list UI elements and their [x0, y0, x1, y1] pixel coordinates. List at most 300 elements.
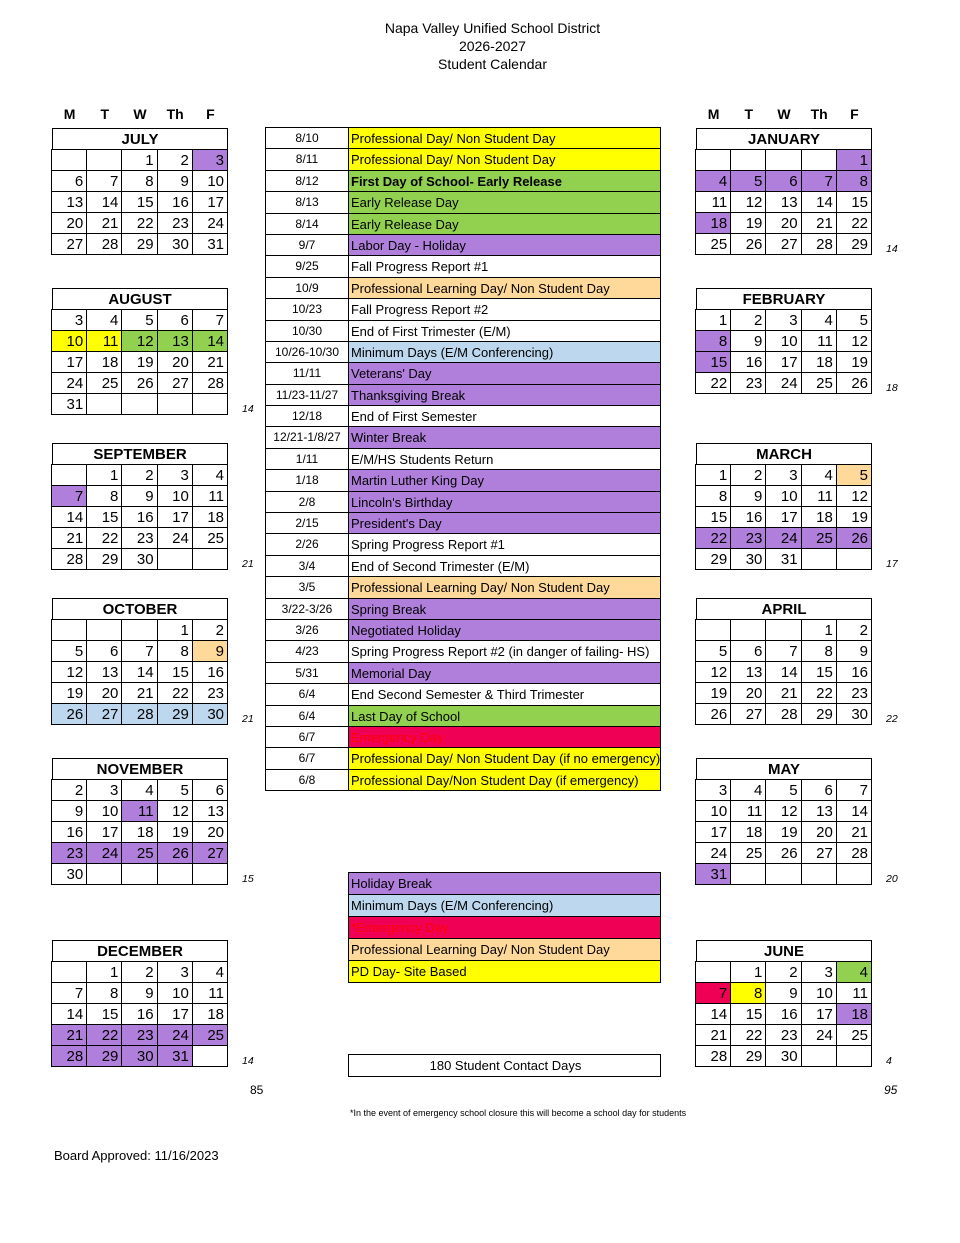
day-cell: 9 [765, 982, 801, 1004]
month-august [52, 288, 228, 415]
month-december [52, 940, 228, 1067]
weekday-header-left [52, 106, 228, 124]
day-cell: 20 [730, 682, 766, 704]
instructional-day-count: 22 [886, 713, 898, 725]
event-row [265, 640, 661, 662]
day-cell [192, 548, 228, 570]
event-date: 8/10 [265, 127, 349, 149]
day-cell: 7 [695, 982, 731, 1004]
day-cell: 22 [695, 372, 731, 394]
event-row [265, 148, 661, 170]
event-row [265, 769, 661, 791]
day-cell: 10 [51, 330, 87, 352]
day-cell: 19 [157, 821, 193, 843]
event-row [265, 491, 661, 513]
legend-item: Minimum Days (E/M Conferencing) [348, 894, 661, 917]
month-grid [52, 780, 228, 885]
day-cell: 14 [192, 330, 228, 352]
day-cell [836, 1045, 872, 1067]
day-cell: 16 [730, 506, 766, 528]
month-grid [696, 620, 872, 725]
day-cell: 20 [765, 212, 801, 234]
day-cell: 28 [695, 1045, 731, 1067]
day-cell: 15 [695, 351, 731, 373]
day-cell: 10 [765, 485, 801, 507]
day-cell: 23 [836, 682, 872, 704]
board-approved: Board Approved: 11/16/2023 [54, 1148, 219, 1163]
day-cell: 13 [157, 330, 193, 352]
weekday-label: F [850, 106, 859, 122]
day-cell: 24 [157, 1024, 193, 1046]
left-total: 85 [250, 1083, 264, 1097]
month-october [52, 598, 228, 725]
day-cell: 9 [51, 800, 87, 822]
event-date: 6/4 [265, 705, 349, 727]
day-cell [836, 863, 872, 885]
day-cell: 29 [86, 548, 122, 570]
event-row [265, 662, 661, 684]
event-name: End of First Semester [349, 405, 661, 427]
event-name: Martin Luther King Day [349, 469, 661, 491]
event-date: 6/7 [265, 726, 349, 748]
day-cell: 26 [765, 842, 801, 864]
day-cell: 27 [730, 703, 766, 725]
day-cell: 8 [801, 640, 837, 662]
event-name: Professional Learning Day/ Non Student Day [349, 277, 661, 299]
day-cell: 13 [765, 191, 801, 213]
day-cell: 9 [157, 170, 193, 192]
day-cell [801, 548, 837, 570]
day-cell: 2 [730, 464, 766, 486]
day-cell: 5 [51, 640, 87, 662]
day-cell: 6 [192, 779, 228, 801]
day-cell [765, 149, 801, 171]
day-cell [192, 1045, 228, 1067]
day-cell: 18 [192, 1003, 228, 1025]
event-name: Negotiated Holiday [349, 619, 661, 641]
event-row [265, 341, 661, 363]
event-name: Fall Progress Report #1 [349, 255, 661, 277]
event-name: Professional Day/ Non Student Day [349, 127, 661, 149]
day-cell [86, 149, 122, 171]
day-cell: 25 [730, 842, 766, 864]
event-row [265, 255, 661, 277]
day-cell: 4 [801, 464, 837, 486]
day-cell: 6 [157, 309, 193, 331]
day-cell: 9 [836, 640, 872, 662]
day-cell: 18 [192, 506, 228, 528]
month-grid [696, 150, 872, 255]
weekday-label: M [707, 106, 720, 122]
day-cell: 7 [836, 779, 872, 801]
day-cell: 12 [836, 330, 872, 352]
day-cell: 22 [801, 682, 837, 704]
day-cell: 12 [836, 485, 872, 507]
day-cell: 26 [836, 372, 872, 394]
event-name: Early Release Day [349, 191, 661, 213]
day-cell: 11 [192, 485, 228, 507]
event-name: President's Day [349, 512, 661, 534]
event-row [265, 576, 661, 598]
month-grid [52, 620, 228, 725]
day-cell: 28 [86, 233, 122, 255]
day-cell: 16 [192, 661, 228, 683]
day-cell: 13 [86, 661, 122, 683]
day-cell: 28 [765, 703, 801, 725]
day-cell: 21 [765, 682, 801, 704]
day-cell: 28 [192, 372, 228, 394]
day-cell: 21 [836, 821, 872, 843]
day-cell: 28 [51, 1045, 87, 1067]
day-cell: 17 [765, 506, 801, 528]
day-cell: 15 [157, 661, 193, 683]
day-cell: 7 [86, 170, 122, 192]
day-cell: 19 [836, 351, 872, 373]
day-cell: 31 [157, 1045, 193, 1067]
day-cell [86, 619, 122, 641]
day-cell: 11 [836, 982, 872, 1004]
day-cell: 4 [836, 961, 872, 983]
day-cell: 5 [836, 309, 872, 331]
event-name: Last Day of School [349, 705, 661, 727]
month-grid [696, 465, 872, 570]
event-row [265, 512, 661, 534]
day-cell: 18 [86, 351, 122, 373]
day-cell [86, 393, 122, 415]
event-row [265, 277, 661, 299]
day-cell: 26 [51, 703, 87, 725]
day-cell: 7 [765, 640, 801, 662]
day-cell: 30 [765, 1045, 801, 1067]
day-cell: 2 [121, 961, 157, 983]
day-cell: 13 [730, 661, 766, 683]
day-cell: 13 [51, 191, 87, 213]
day-cell: 12 [695, 661, 731, 683]
event-date: 2/8 [265, 491, 349, 513]
day-cell [695, 619, 731, 641]
day-cell: 2 [157, 149, 193, 171]
event-row [265, 234, 661, 256]
day-cell: 3 [51, 309, 87, 331]
month-june [696, 940, 872, 1067]
day-cell: 10 [86, 800, 122, 822]
event-date: 4/23 [265, 640, 349, 662]
day-cell: 14 [51, 1003, 87, 1025]
day-cell: 31 [192, 233, 228, 255]
day-cell: 18 [121, 821, 157, 843]
day-cell: 28 [801, 233, 837, 255]
day-cell: 10 [192, 170, 228, 192]
day-cell: 19 [730, 212, 766, 234]
event-date: 2/26 [265, 533, 349, 555]
day-cell [157, 863, 193, 885]
day-cell: 1 [121, 149, 157, 171]
day-cell: 30 [192, 703, 228, 725]
day-cell: 30 [836, 703, 872, 725]
day-cell: 30 [121, 1045, 157, 1067]
event-date: 10/23 [265, 298, 349, 320]
day-cell: 16 [765, 1003, 801, 1025]
day-cell [801, 1045, 837, 1067]
event-name: End Second Semester & Third Trimester [349, 683, 661, 705]
day-cell: 14 [695, 1003, 731, 1025]
event-name: Labor Day - Holiday [349, 234, 661, 256]
day-cell: 7 [192, 309, 228, 331]
day-cell: 11 [801, 485, 837, 507]
day-cell: 22 [157, 682, 193, 704]
event-name: Early Release Day [349, 213, 661, 235]
month-title: FEBRUARY [696, 288, 872, 310]
weekday-label: M [63, 106, 76, 122]
day-cell: 7 [51, 982, 87, 1004]
event-row [265, 705, 661, 727]
day-cell: 15 [730, 1003, 766, 1025]
day-cell: 31 [695, 863, 731, 885]
day-cell: 18 [836, 1003, 872, 1025]
month-title: MARCH [696, 443, 872, 465]
day-cell: 10 [157, 982, 193, 1004]
event-row [265, 320, 661, 342]
day-cell [121, 863, 157, 885]
day-cell: 25 [801, 527, 837, 549]
day-cell: 3 [192, 149, 228, 171]
event-name: Minimum Days (E/M Conferencing) [349, 341, 661, 363]
event-row [265, 747, 661, 769]
instructional-day-count: 21 [242, 713, 254, 725]
day-cell: 27 [765, 233, 801, 255]
month-title: MAY [696, 758, 872, 780]
event-date: 3/22-3/26 [265, 598, 349, 620]
day-cell: 22 [836, 212, 872, 234]
day-cell [801, 863, 837, 885]
event-row [265, 619, 661, 641]
day-cell [695, 149, 731, 171]
day-cell: 4 [86, 309, 122, 331]
day-cell: 16 [157, 191, 193, 213]
month-grid [52, 962, 228, 1067]
legend-item: PD Day- Site Based [348, 960, 661, 983]
day-cell: 27 [51, 233, 87, 255]
weekday-label: Th [810, 106, 828, 122]
day-cell: 29 [730, 1045, 766, 1067]
day-cell: 23 [121, 1024, 157, 1046]
weekday-label: W [777, 106, 791, 122]
event-row [265, 213, 661, 235]
day-cell: 30 [730, 548, 766, 570]
legend-item: *Emergency Day [348, 916, 661, 939]
day-cell [157, 548, 193, 570]
day-cell: 5 [157, 779, 193, 801]
day-cell [86, 863, 122, 885]
day-cell: 8 [695, 485, 731, 507]
month-title: SEPTEMBER [52, 443, 228, 465]
event-row [265, 298, 661, 320]
day-cell: 21 [51, 1024, 87, 1046]
day-cell: 17 [765, 351, 801, 373]
day-cell [192, 863, 228, 885]
day-cell: 24 [192, 212, 228, 234]
month-july [52, 128, 228, 255]
event-row [265, 533, 661, 555]
district-name: Napa Valley Unified School District [384, 20, 601, 36]
day-cell: 23 [192, 682, 228, 704]
event-date: 10/26-10/30 [265, 341, 349, 363]
day-cell: 12 [765, 800, 801, 822]
event-row [265, 127, 661, 149]
day-cell [836, 548, 872, 570]
day-cell: 14 [765, 661, 801, 683]
legend [348, 873, 661, 983]
day-cell: 5 [121, 309, 157, 331]
event-row [265, 426, 661, 448]
day-cell: 9 [730, 485, 766, 507]
event-name: Memorial Day [349, 662, 661, 684]
month-title: DECEMBER [52, 940, 228, 962]
right-total: 95 [884, 1083, 898, 1097]
month-april [696, 598, 872, 725]
day-cell: 3 [86, 779, 122, 801]
event-row [265, 726, 661, 748]
day-cell: 2 [51, 779, 87, 801]
weekday-header-right [696, 106, 872, 124]
month-title: JANUARY [696, 128, 872, 150]
month-march [696, 443, 872, 570]
event-date: 1/18 [265, 469, 349, 491]
day-cell: 3 [765, 309, 801, 331]
day-cell: 10 [157, 485, 193, 507]
event-name: Professional Learning Day/ Non Student Day [349, 576, 661, 598]
day-cell: 25 [121, 842, 157, 864]
day-cell: 15 [86, 506, 122, 528]
day-cell: 1 [801, 619, 837, 641]
day-cell: 30 [51, 863, 87, 885]
event-row [265, 405, 661, 427]
contact-days-box [348, 1055, 661, 1077]
day-cell: 5 [765, 779, 801, 801]
day-cell: 3 [157, 464, 193, 486]
event-row [265, 683, 661, 705]
day-cell: 29 [121, 233, 157, 255]
event-date: 3/4 [265, 555, 349, 577]
day-cell [121, 393, 157, 415]
day-cell: 9 [121, 485, 157, 507]
day-cell [730, 863, 766, 885]
day-cell: 4 [730, 779, 766, 801]
event-date: 9/7 [265, 234, 349, 256]
day-cell: 4 [192, 961, 228, 983]
weekday-label: W [133, 106, 147, 122]
day-cell [51, 619, 87, 641]
day-cell: 3 [695, 779, 731, 801]
day-cell: 17 [192, 191, 228, 213]
day-cell: 2 [192, 619, 228, 641]
day-cell: 7 [801, 170, 837, 192]
event-date: 2/15 [265, 512, 349, 534]
day-cell: 12 [121, 330, 157, 352]
instructional-day-count: 21 [242, 558, 254, 570]
month-grid [696, 780, 872, 885]
legend-item: Professional Learning Day/ Non Student Day [348, 938, 661, 961]
day-cell: 28 [836, 842, 872, 864]
day-cell: 11 [801, 330, 837, 352]
event-name: Thanksgiving Break [349, 384, 661, 406]
day-cell: 19 [765, 821, 801, 843]
day-cell: 3 [765, 464, 801, 486]
day-cell: 24 [801, 1024, 837, 1046]
day-cell: 4 [695, 170, 731, 192]
day-cell: 21 [51, 527, 87, 549]
calendar-title: Student Calendar [438, 56, 547, 72]
event-name: Veterans' Day [349, 362, 661, 384]
day-cell: 14 [801, 191, 837, 213]
day-cell: 2 [121, 464, 157, 486]
day-cell [51, 961, 87, 983]
day-cell: 9 [192, 640, 228, 662]
month-february [696, 288, 872, 394]
instructional-day-count: 18 [886, 382, 898, 394]
events-table [265, 128, 661, 791]
day-cell: 23 [730, 527, 766, 549]
event-date: 8/11 [265, 148, 349, 170]
day-cell: 26 [121, 372, 157, 394]
day-cell: 8 [86, 982, 122, 1004]
day-cell: 5 [730, 170, 766, 192]
day-cell: 26 [695, 703, 731, 725]
day-cell: 9 [121, 982, 157, 1004]
day-cell: 18 [801, 506, 837, 528]
day-cell: 22 [695, 527, 731, 549]
event-name: Spring Break [349, 598, 661, 620]
month-title: APRIL [696, 598, 872, 620]
month-title: JUNE [696, 940, 872, 962]
school-year: 2026-2027 [459, 38, 526, 54]
event-row [265, 448, 661, 470]
day-cell: 16 [836, 661, 872, 683]
day-cell: 25 [836, 1024, 872, 1046]
day-cell: 21 [801, 212, 837, 234]
day-cell: 20 [86, 682, 122, 704]
event-row [265, 555, 661, 577]
day-cell [51, 149, 87, 171]
day-cell [765, 863, 801, 885]
event-name: Lincoln's Birthday [349, 491, 661, 513]
day-cell: 19 [836, 506, 872, 528]
day-cell: 22 [730, 1024, 766, 1046]
day-cell [192, 393, 228, 415]
day-cell: 1 [157, 619, 193, 641]
day-cell: 7 [121, 640, 157, 662]
day-cell: 31 [765, 548, 801, 570]
day-cell: 17 [157, 506, 193, 528]
event-date: 6/7 [265, 747, 349, 769]
day-cell: 11 [730, 800, 766, 822]
event-date: 12/21-1/8/27 [265, 426, 349, 448]
day-cell: 17 [51, 351, 87, 373]
day-cell: 24 [765, 527, 801, 549]
day-cell: 23 [51, 842, 87, 864]
day-cell: 17 [695, 821, 731, 843]
month-january [696, 128, 872, 255]
day-cell: 24 [695, 842, 731, 864]
day-cell: 15 [86, 1003, 122, 1025]
day-cell: 21 [121, 682, 157, 704]
day-cell: 27 [801, 842, 837, 864]
day-cell: 17 [801, 1003, 837, 1025]
event-name: Spring Progress Report #1 [349, 533, 661, 555]
day-cell: 1 [695, 309, 731, 331]
day-cell: 12 [51, 661, 87, 683]
day-cell: 29 [157, 703, 193, 725]
